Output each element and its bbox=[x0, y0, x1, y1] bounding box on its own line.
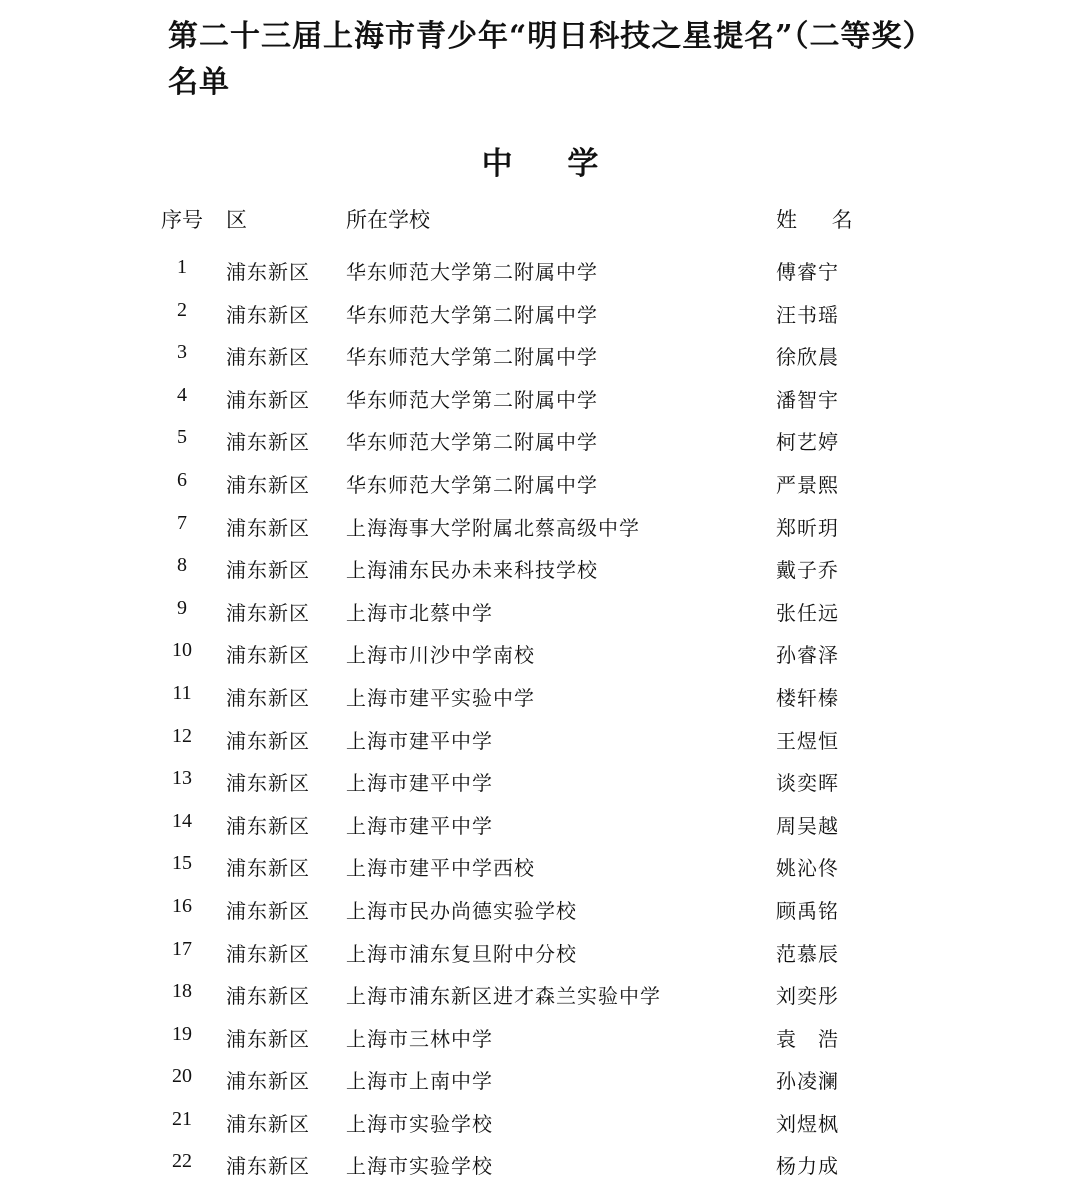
row-school: 上海浦东民办未来科技学校 bbox=[346, 558, 598, 583]
row-number: 14 bbox=[172, 809, 192, 832]
row-name: 严景熙 bbox=[776, 472, 839, 497]
header-no: 序号 bbox=[161, 208, 203, 232]
row-name: 郑昕玥 bbox=[776, 515, 839, 540]
table-row bbox=[0, 333, 1080, 376]
row-name: 孙睿泽 bbox=[776, 643, 839, 668]
table-row bbox=[0, 930, 1080, 973]
row-name: 徐欣晨 bbox=[776, 345, 839, 370]
table-row bbox=[0, 504, 1080, 547]
row-name: 杨力成 bbox=[776, 1154, 839, 1179]
row-name: 谈奕晖 bbox=[776, 771, 839, 796]
row-school: 华东师范大学第二附属中学 bbox=[346, 302, 598, 327]
row-school: 上海市建平实验中学 bbox=[346, 685, 535, 710]
row-school: 上海市民办尚德实验学校 bbox=[346, 898, 577, 923]
row-district: 浦东新区 bbox=[226, 1111, 310, 1136]
row-number: 2 bbox=[177, 298, 187, 321]
row-district: 浦东新区 bbox=[226, 771, 310, 796]
row-number: 15 bbox=[172, 852, 192, 875]
row-school: 上海市实验学校 bbox=[346, 1154, 493, 1179]
row-school: 华东师范大学第二附属中学 bbox=[346, 345, 598, 370]
title-line-2: 名单 bbox=[168, 65, 230, 100]
row-number: 1 bbox=[177, 256, 187, 278]
row-number: 20 bbox=[172, 1065, 192, 1088]
table-row bbox=[0, 546, 1080, 589]
row-district: 浦东新区 bbox=[226, 472, 310, 497]
row-number: 6 bbox=[177, 468, 187, 491]
row-district: 浦东新区 bbox=[226, 600, 310, 625]
row-name: 刘奕彤 bbox=[776, 984, 839, 1009]
row-district: 浦东新区 bbox=[226, 984, 310, 1009]
table-header bbox=[0, 200, 1080, 236]
row-number: 7 bbox=[177, 511, 187, 534]
header-district: 区 bbox=[226, 208, 247, 232]
row-school: 上海市实验学校 bbox=[346, 1111, 493, 1136]
row-school: 上海市川沙中学南校 bbox=[346, 643, 535, 668]
row-school: 华东师范大学第二附属中学 bbox=[346, 430, 598, 455]
row-name: 范慕辰 bbox=[776, 941, 839, 966]
row-district: 浦东新区 bbox=[226, 515, 310, 540]
row-district: 浦东新区 bbox=[226, 1069, 310, 1094]
row-school: 上海市北蔡中学 bbox=[346, 600, 493, 625]
row-school: 上海市三林中学 bbox=[346, 1026, 493, 1051]
row-name: 王煜恒 bbox=[776, 728, 839, 753]
header-name: 姓 名 bbox=[776, 208, 867, 232]
row-name: 潘智宇 bbox=[776, 387, 839, 412]
table-row bbox=[0, 1057, 1080, 1100]
row-name: 傅睿宁 bbox=[776, 260, 839, 284]
row-district: 浦东新区 bbox=[226, 260, 310, 284]
row-district: 浦东新区 bbox=[226, 941, 310, 966]
row-school: 上海市上南中学 bbox=[346, 1069, 493, 1094]
row-number: 13 bbox=[172, 767, 192, 790]
header-school: 所在学校 bbox=[346, 208, 430, 232]
row-school: 上海市建平中学西校 bbox=[346, 856, 535, 881]
row-number: 9 bbox=[177, 596, 187, 619]
row-district: 浦东新区 bbox=[226, 345, 310, 370]
row-school: 华东师范大学第二附属中学 bbox=[346, 387, 598, 412]
row-name: 姚沁佟 bbox=[776, 856, 839, 881]
table-row bbox=[0, 291, 1080, 334]
row-school: 上海市建平中学 bbox=[346, 771, 493, 796]
row-name: 柯艺婷 bbox=[776, 430, 839, 455]
section-title: 中 学 bbox=[481, 146, 621, 182]
row-school: 上海海事大学附属北蔡高级中学 bbox=[346, 515, 640, 540]
row-district: 浦东新区 bbox=[226, 302, 310, 327]
row-number: 12 bbox=[172, 724, 192, 747]
row-number: 11 bbox=[172, 681, 192, 704]
row-school: 上海市浦东复旦附中分校 bbox=[346, 941, 577, 966]
row-district: 浦东新区 bbox=[226, 387, 310, 412]
row-district: 浦东新区 bbox=[226, 558, 310, 583]
row-school: 华东师范大学第二附属中学 bbox=[346, 472, 598, 497]
table-row bbox=[0, 972, 1080, 1015]
table-row bbox=[0, 418, 1080, 461]
row-name: 周吴越 bbox=[776, 813, 839, 838]
table-row bbox=[0, 1100, 1080, 1143]
table-row bbox=[0, 248, 1080, 291]
row-number: 19 bbox=[172, 1022, 192, 1045]
row-number: 22 bbox=[172, 1150, 192, 1173]
row-number: 3 bbox=[177, 341, 187, 364]
table-row bbox=[0, 887, 1080, 930]
table-row bbox=[0, 589, 1080, 632]
row-school: 上海市浦东新区进才森兰实验中学 bbox=[346, 984, 661, 1009]
row-number: 8 bbox=[177, 554, 187, 577]
row-number: 21 bbox=[172, 1107, 192, 1130]
table-row bbox=[0, 717, 1080, 760]
table-row bbox=[0, 759, 1080, 802]
row-district: 浦东新区 bbox=[226, 813, 310, 838]
row-district: 浦东新区 bbox=[226, 1154, 310, 1179]
row-district: 浦东新区 bbox=[226, 856, 310, 881]
table-row bbox=[0, 802, 1080, 845]
table-row bbox=[0, 631, 1080, 674]
row-name: 汪书瑶 bbox=[776, 302, 839, 327]
row-name: 楼轩榛 bbox=[776, 685, 839, 710]
row-name: 戴子乔 bbox=[776, 558, 839, 583]
row-name: 顾禹铭 bbox=[776, 898, 839, 923]
row-number: 18 bbox=[172, 980, 192, 1003]
table-row bbox=[0, 674, 1080, 717]
row-name: 孙凌澜 bbox=[776, 1069, 839, 1094]
row-number: 10 bbox=[172, 639, 192, 662]
table-row bbox=[0, 376, 1080, 419]
row-number: 17 bbox=[172, 937, 192, 960]
table-row bbox=[0, 844, 1080, 887]
row-district: 浦东新区 bbox=[226, 728, 310, 753]
row-school: 上海市建平中学 bbox=[346, 813, 493, 838]
row-number: 5 bbox=[177, 426, 187, 449]
row-district: 浦东新区 bbox=[226, 643, 310, 668]
row-name: 袁 浩 bbox=[776, 1026, 839, 1051]
row-district: 浦东新区 bbox=[226, 898, 310, 923]
document-title bbox=[168, 14, 934, 106]
row-district: 浦东新区 bbox=[226, 685, 310, 710]
row-school: 华东师范大学第二附属中学 bbox=[346, 260, 598, 284]
row-school: 上海市建平中学 bbox=[346, 728, 493, 753]
row-district: 浦东新区 bbox=[226, 430, 310, 455]
title-line-1: 第二十三届上海市青少年“明日科技之星提名”（二等奖） bbox=[168, 19, 934, 54]
table-row bbox=[0, 1015, 1080, 1058]
table-row bbox=[0, 461, 1080, 504]
table-body bbox=[0, 248, 1080, 1185]
row-number: 4 bbox=[177, 383, 187, 406]
table-row bbox=[0, 1142, 1080, 1185]
row-number: 16 bbox=[172, 894, 192, 917]
row-name: 张任远 bbox=[776, 600, 839, 625]
row-district: 浦东新区 bbox=[226, 1026, 310, 1051]
row-name: 刘煜枫 bbox=[776, 1111, 839, 1136]
